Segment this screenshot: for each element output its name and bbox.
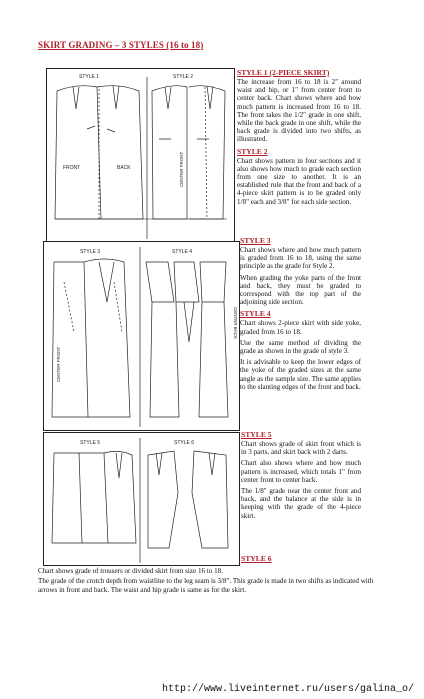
paragraph-style-3a: Chart shows where and how much pattern is graded from 16 to 18, using the same principle as the grade for Style 2. — [240, 246, 361, 271]
paragraph-style-2: Chart shows pattern in four sections and it also shows how much to grade each section from one size to another. It is an established rule that the front and back of a 4-piece skirt pattern is to be graded only 1/8" each and 3/8" for each side section. — [237, 156, 361, 206]
paragraph-style-4c: It is advisable to keep the lower edges of the yoke of the graded sizes at the same angle as the sample size. The same applies to the slanting edges of the front and back. — [240, 358, 361, 391]
paragraph-style-5c: The 1/8" grade near the center front and back, and the balance at the side is in keeping with the grade of the 4-piece skirt. — [241, 487, 361, 520]
bottom-paragraph-1: Chart shows grade of trousers or divided skirt from size 16 to 18. — [38, 567, 223, 575]
figure-label-style-4: STYLE 4 — [172, 249, 193, 255]
section-heading-style-1: STYLE 1 (2-PIECE SKIRT) — [237, 68, 330, 77]
text-column-upper — [237, 68, 361, 209]
pattern-diagram-1 — [47, 69, 234, 242]
text-column-middle — [240, 236, 361, 394]
section-heading-style-4: STYLE 4 — [240, 309, 271, 319]
paragraph-style-1: The increase from 16 to 18 is 2" around waist and hip, or 1" from center front to center back. Chart shows where and how much pattern is increased from 16 to 18. The front takes the 1/2" grade in one shift, while the back grade in one shift, while the back grade is divided into two shifts, as illustrated. — [237, 78, 361, 144]
paragraph-style-5b: Chart also shows where and how much pattern is increased, which totals 1" from center front to center back. — [241, 459, 361, 484]
footer-url[interactable]: http://www.liveinternet.ru/users/galina_o/ — [162, 684, 415, 695]
bottom-paragraph-2: The grade of the crotch depth from waistline to the leg seam is 3/8". This grade is made in two shifts as indicated with arrows in front and back. The waist and hip grade is same as for the skirt. — [38, 577, 374, 594]
section-heading-style-6: STYLE 6 — [241, 554, 272, 563]
section-heading-style-2: STYLE 2 — [237, 146, 268, 156]
figure-style-5-6 — [43, 432, 240, 566]
figure-style-3-4 — [43, 241, 240, 431]
paragraph-style-5a: Chart shows grade of skirt front which is in 3 parts, and skirt back with 2 darts. — [241, 440, 361, 457]
text-column-lower — [241, 430, 361, 523]
section-heading-style-3: STYLE 3 — [240, 236, 271, 245]
piece-label-center-front-2: CENTER FRONT — [56, 346, 61, 382]
paragraph-style-3b: When grading the yoke parts of the front and back, they must be graded to correspond with the top part of the adjoining side section. — [240, 273, 361, 307]
figure-style-1-2 — [46, 68, 235, 243]
figure-label-style-1: STYLE 1 — [79, 74, 100, 80]
piece-label-center-front: CENTER FRONT — [179, 151, 184, 187]
figure-label-style-6: STYLE 6 — [174, 440, 195, 446]
piece-label-back: BACK — [117, 165, 131, 171]
pattern-diagram-3 — [44, 433, 239, 565]
piece-label-front: FRONT — [63, 165, 81, 171]
paragraph-style-4a: Chart shows 2-piece skirt with side yoke, graded from 16 to 18. — [240, 319, 361, 336]
piece-label-center-back: CENTER BACK — [233, 307, 238, 340]
pattern-diagram-2 — [44, 242, 239, 430]
paragraph-style-4b: Use the same method of dividing the grade as shown in the grade of style 3. — [240, 338, 361, 356]
figure-label-style-3: STYLE 3 — [80, 249, 101, 255]
figure-label-style-2: STYLE 2 — [173, 74, 194, 80]
figure-label-style-5: STYLE 5 — [80, 440, 101, 446]
bottom-text — [38, 567, 388, 596]
page-title: SKIRT GRADING – 3 STYLES (16 to 18) — [38, 40, 204, 50]
section-heading-style-5: STYLE 5 — [241, 430, 272, 439]
